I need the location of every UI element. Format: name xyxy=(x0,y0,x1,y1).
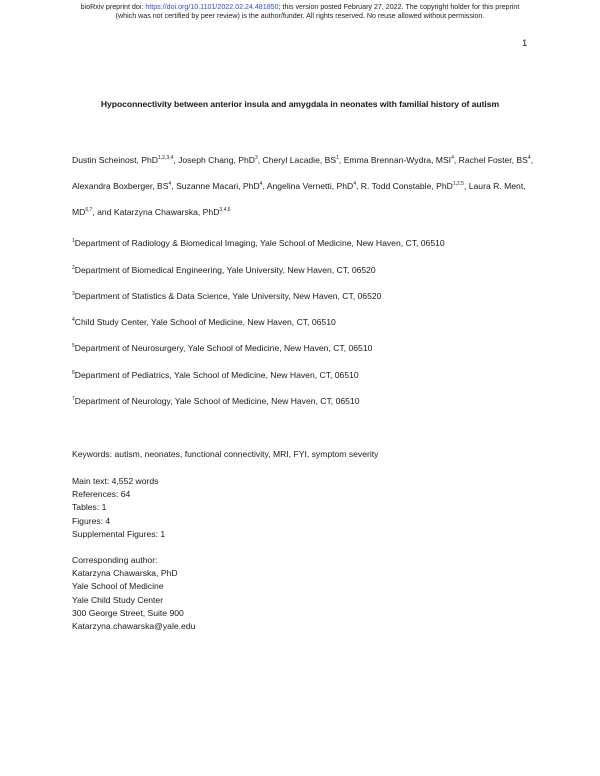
paper-title: Hypoconnectivity between anterior insula and amygdala in neonates with familial history of autism xyxy=(100,99,500,109)
author-name: Katarzyna Chawarska, PhD xyxy=(113,207,220,217)
author xyxy=(263,155,344,165)
affiliation-number: 1 xyxy=(72,238,75,244)
doi-link[interactable]: https://doi.org/10.1101/2022.02.24.481850 xyxy=(145,3,279,11)
affiliation-text: Department of Biomedical Engineering, Yale University, New Haven, CT, 06520 xyxy=(74,265,376,275)
author-separator: , xyxy=(171,181,177,191)
author-affiliation-sup: 4 xyxy=(259,181,263,187)
author xyxy=(176,181,267,191)
author-separator: , xyxy=(356,181,361,191)
author-affiliation-sup: 3 xyxy=(254,155,258,161)
affiliation-3 xyxy=(72,291,381,301)
author xyxy=(344,155,459,165)
affiliation-text: Department of Neurosurgery, Yale School of Medicine, New Haven, CT, 06510 xyxy=(74,343,373,353)
author-name: Angelina Vernetti, PhD xyxy=(266,181,354,191)
author-name: Alexandra Boxberger, BS xyxy=(72,181,169,191)
affiliation-number: 5 xyxy=(72,343,75,349)
corresponding-org-2: Yale Child Study Center xyxy=(72,594,164,605)
author-separator: , and xyxy=(92,207,114,217)
corresponding-org-1: Yale School of Medicine xyxy=(72,581,164,592)
author-separator: , xyxy=(262,181,267,191)
corresponding-email: Katarzyna.chawarska@yale.edu xyxy=(72,621,196,632)
author-affiliation-sup: 4 xyxy=(527,155,531,161)
author-name: Dustin Scheinost, PhD xyxy=(72,155,158,165)
affiliation-number: 6 xyxy=(72,370,75,376)
preprint-header xyxy=(0,3,600,21)
affiliation-text: Department of Statistics & Data Science, Yale University, New Haven, CT, 06520 xyxy=(74,291,382,301)
author-affiliation-sup: 3,4,6 xyxy=(219,207,231,213)
author xyxy=(114,207,231,217)
affiliation-text: Department of Neurology, Yale School of Medicine, New Haven, CT, 06510 xyxy=(74,396,360,406)
affiliation-text: Department of Pediatrics, Yale School of Medicine, New Haven, CT, 06510 xyxy=(74,370,359,380)
corresponding-author xyxy=(72,554,195,633)
preprint-line-1 xyxy=(0,3,600,12)
affiliation-text: Department of Radiology & Biomedical Imaging, Yale School of Medicine, New Haven, CT, 06510 xyxy=(74,238,445,248)
author-separator: , xyxy=(530,155,534,165)
affiliation-7 xyxy=(72,396,359,406)
figures-count: Figures: 4 xyxy=(72,515,111,526)
author-name: Laura R. Ment, MD xyxy=(72,181,526,217)
author-affiliation-sup: 6,7 xyxy=(85,207,93,213)
author-separator: , xyxy=(463,181,469,191)
author-affiliation-sup: 1 xyxy=(336,155,339,161)
author-separator: , xyxy=(257,155,263,165)
affiliation-number: 3 xyxy=(72,291,75,297)
author-separator: , xyxy=(338,155,344,165)
preprint-line-2: (which was not certified by peer review) is the author/funder. All rights reserved. No reuse allowed without permission. xyxy=(115,12,485,20)
author-name: Suzanne Macari, PhD xyxy=(176,181,260,191)
keywords: Keywords: autism, neonates, functional connectivity, MRI, FYI, symptom severity xyxy=(72,449,379,459)
author xyxy=(361,181,469,191)
author-affiliation-sup: 1,2,3,4 xyxy=(157,155,174,161)
page-number: 1 xyxy=(522,38,528,49)
author-name: Emma Brennan-Wydra, MSI xyxy=(343,155,452,165)
affiliation-text: Child Study Center, Yale School of Medicine, New Haven, CT, 06510 xyxy=(74,317,336,327)
affiliation-1 xyxy=(72,238,445,248)
author-separator: , xyxy=(453,155,459,165)
references-count: References: 64 xyxy=(72,489,131,500)
author-affiliation-sup: 4 xyxy=(353,181,357,187)
author-affiliation-sup: 4 xyxy=(168,181,172,187)
author-affiliation-sup: 4 xyxy=(451,155,454,161)
author-name: Cheryl Lacadie, BS xyxy=(262,155,337,165)
affiliation-number: 2 xyxy=(72,265,75,271)
author-name: R. Todd Constable, PhD xyxy=(360,181,453,191)
author-name: Rachel Foster, BS xyxy=(458,155,528,165)
affiliation-6 xyxy=(72,370,359,380)
author xyxy=(72,155,178,165)
author-separator: , xyxy=(173,155,179,165)
author-affiliation-sup: 1,2,5 xyxy=(452,181,464,187)
author-name: Joseph Chang, PhD xyxy=(178,155,255,165)
supplemental-count: Supplemental Figures: 1 xyxy=(72,528,166,539)
main-text-count: Main text: 4,552 words xyxy=(72,476,159,486)
preprint-suffix: ; this version posted February 27, 2022. The copyright holder for this preprint xyxy=(278,3,520,11)
corresponding-name: Katarzyna Chawarska, PhD xyxy=(72,568,178,579)
author xyxy=(178,155,262,165)
manuscript-counts xyxy=(72,475,165,541)
tables-count: Tables: 1 xyxy=(72,502,107,513)
corresponding-address: 300 George Street, Suite 900 xyxy=(72,607,184,618)
author-list xyxy=(72,147,540,225)
preprint-prefix: bioRxiv preprint doi: xyxy=(80,3,146,11)
author xyxy=(72,181,176,191)
affiliation-2 xyxy=(72,265,376,275)
author xyxy=(459,155,533,165)
corresponding-label: Corresponding author: xyxy=(72,555,158,565)
affiliation-number: 4 xyxy=(72,317,75,323)
affiliation-5 xyxy=(72,343,372,353)
affiliation-number: 7 xyxy=(72,396,75,402)
affiliation-4 xyxy=(72,317,336,327)
author xyxy=(267,181,361,191)
